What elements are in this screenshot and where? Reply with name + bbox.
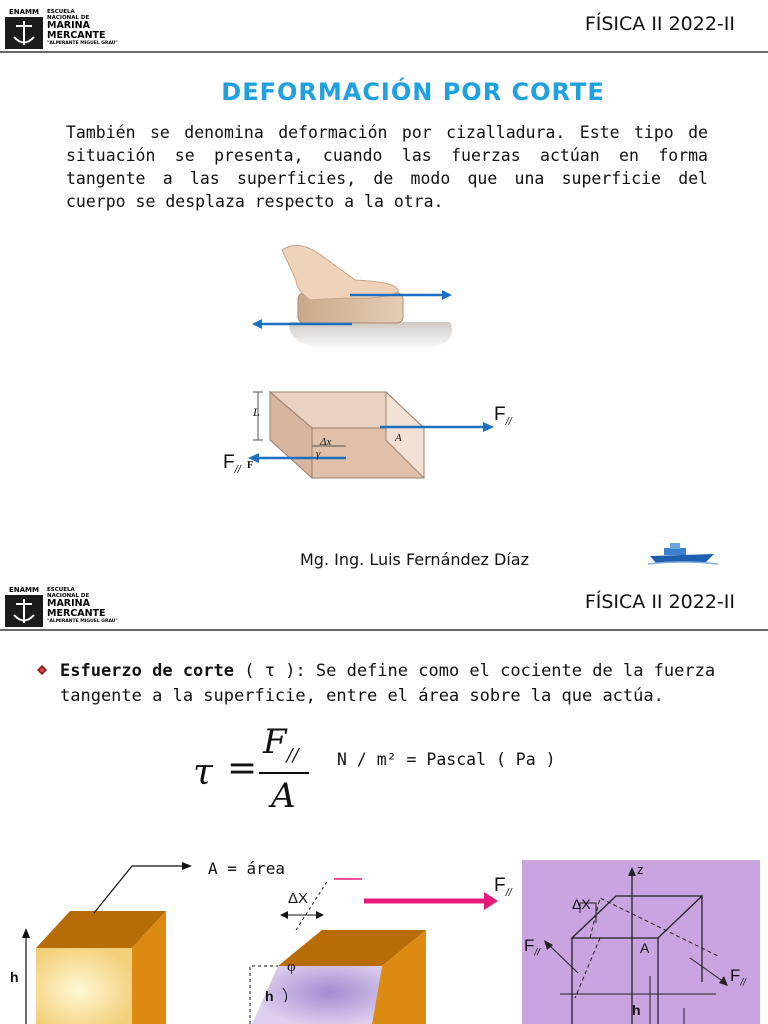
label-force-right-panel: $F_{//}$ [730,966,746,989]
label-height-block: h [265,988,274,1004]
logo-line-1: ESCUELA [47,9,75,15]
label-area: A = área [208,859,286,878]
label-delta-x-block: ΔX [288,890,309,907]
logo-line-3: MARINA [47,598,90,609]
logo-line-4: MERCANTE [47,608,106,619]
intro-paragraph: También se denomina deformación por cizalladura. Este tipo de situación se presenta, cuando las fuerzas actúan en forma tangente a las superficies, de modo que una superficie del cuerpo se desplaza respecto a la otra. [66,123,708,211]
label-delta-x: Δx [320,436,332,448]
label-force-right: $F_{//}$ [494,404,512,428]
author-name: Mg. Ing. Luis Fernández Díaz [300,550,529,569]
logo-line-5: "ALMIRANTE MIGUEL GRAU" [47,41,118,46]
logo-line-5: "ALMIRANTE MIGUEL GRAU" [47,619,118,624]
label-height-panel: h [632,1002,641,1018]
cube-diagram [0,578,768,1024]
course-title: FÍSICA II 2022-II [584,591,735,613]
formula-denominator: A [271,776,296,816]
label-phi: φ [287,959,296,975]
logo-line-3: MARINA [47,20,90,31]
label-z-axis: z [637,862,644,877]
label-area-A: A [395,432,402,444]
logo-acronym: ENAMM [5,7,43,17]
label-delta-x-panel: ΔX [572,896,591,912]
label-force-left-panel: $F_{//}$ [524,936,540,959]
definition-text: : Se define como el cociente de la fuerza tangente a la superficie, entre el área sobre la que actúa. [60,661,716,706]
logo-line-1: ESCUELA [47,587,75,593]
logo-line-4: MERCANTE [47,30,106,41]
slide-title: DEFORMACIÓN POR CORTE [221,78,605,106]
label-force-top: $F_{//}$ [494,875,512,899]
logo-line-2: NACIONAL DE [47,15,90,21]
formula-equals: = [227,748,258,789]
label-L: L [253,405,260,419]
logo-acronym: ENAMM [5,585,43,595]
slide-2 [0,578,768,1024]
course-title: FÍSICA II 2022-II [584,13,735,35]
units-label: N / m² = Pascal ( Pa ) [337,750,556,769]
formula-numerator: $F_{//}$ [263,722,299,766]
definition-term: Esfuerzo de corte [60,661,234,681]
label-gamma: γ [316,448,321,460]
formula-tau: τ [193,752,213,793]
logo-line-2: NACIONAL DE [47,593,90,599]
ship-icon [648,538,718,568]
label-area-panel: A [640,940,650,956]
definition-symbol: ( τ ) [244,661,296,681]
label-force-left: $F_{//}$ [223,452,241,476]
label-height-cube: h [10,969,19,985]
label-force-vector: F [247,460,254,471]
